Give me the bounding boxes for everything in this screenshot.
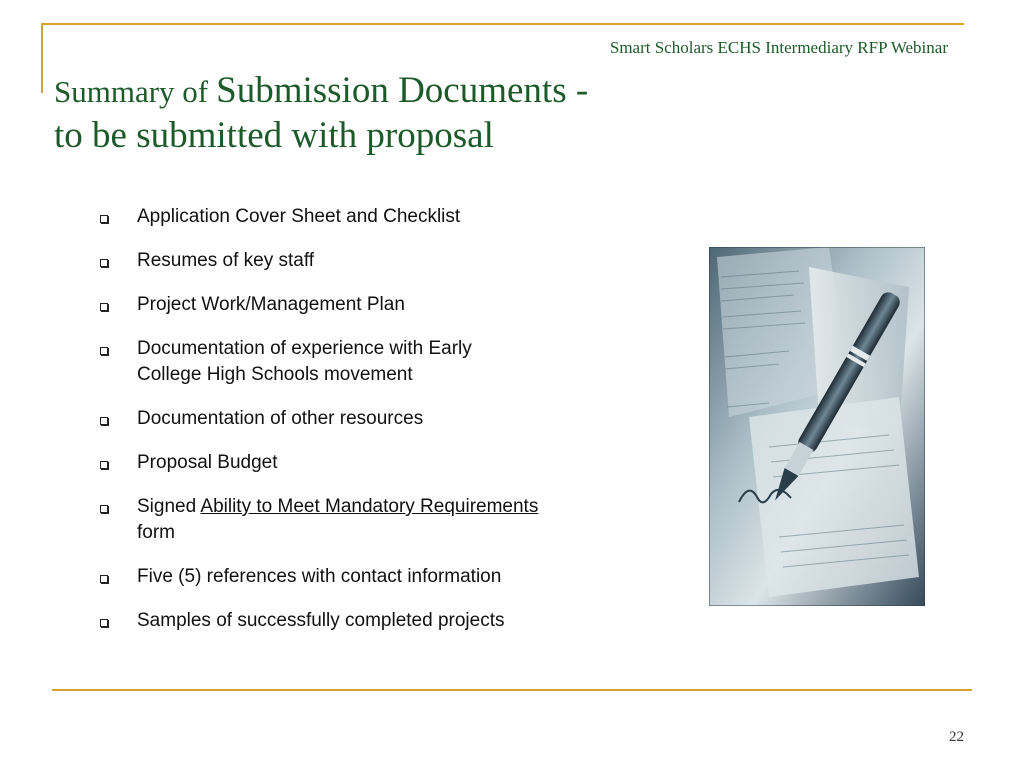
list-item xyxy=(98,564,658,590)
title-line2: to be submitted with proposal xyxy=(54,115,494,156)
bullet-square-icon xyxy=(100,461,108,469)
slide-title xyxy=(54,66,754,161)
frame-top-line xyxy=(41,23,964,25)
bullet-square-icon xyxy=(100,575,108,583)
submission-list xyxy=(98,204,658,652)
item-text: Samples of successfully completed projects xyxy=(137,610,505,631)
list-item xyxy=(98,450,658,476)
page-number: 22 xyxy=(949,729,964,745)
item-text: Project Work/Management Plan xyxy=(137,294,405,315)
item-text-line2: College High Schools movement xyxy=(137,364,413,385)
list-item xyxy=(98,336,658,388)
bullet-square-icon xyxy=(100,505,108,513)
list-item xyxy=(98,248,658,274)
list-item xyxy=(98,406,658,432)
title-part1: Summary of xyxy=(54,74,209,109)
item-text: Resumes of key staff xyxy=(137,250,315,271)
list-item xyxy=(98,494,658,546)
frame-bottom-line xyxy=(52,689,972,691)
webinar-title: Smart Scholars ECHS Intermediary RFP Webinar xyxy=(609,38,948,57)
pen-and-documents-photo xyxy=(709,247,925,606)
bullet-square-icon xyxy=(100,259,108,267)
item-prefix: Signed xyxy=(137,496,197,517)
bullet-square-icon xyxy=(100,215,108,223)
mandatory-requirements-link[interactable]: Ability to Meet Mandatory Requirements xyxy=(200,496,539,517)
list-item xyxy=(98,292,658,318)
item-text: Proposal Budget xyxy=(137,452,278,473)
title-part2: Submission Documents - xyxy=(216,70,589,111)
item-suffix: form xyxy=(137,522,175,543)
bullet-square-icon xyxy=(100,619,108,627)
bullet-square-icon xyxy=(100,417,108,425)
item-text-line1: Documentation of experience with Early xyxy=(137,338,472,359)
list-item xyxy=(98,608,658,634)
frame-left-line xyxy=(41,23,43,93)
item-text: Documentation of other resources xyxy=(137,408,424,429)
item-text: Application Cover Sheet and Checklist xyxy=(137,206,461,227)
list-item xyxy=(98,204,658,230)
bullet-square-icon xyxy=(100,347,108,355)
bullet-square-icon xyxy=(100,303,108,311)
item-text: Five (5) references with contact information xyxy=(137,566,502,587)
